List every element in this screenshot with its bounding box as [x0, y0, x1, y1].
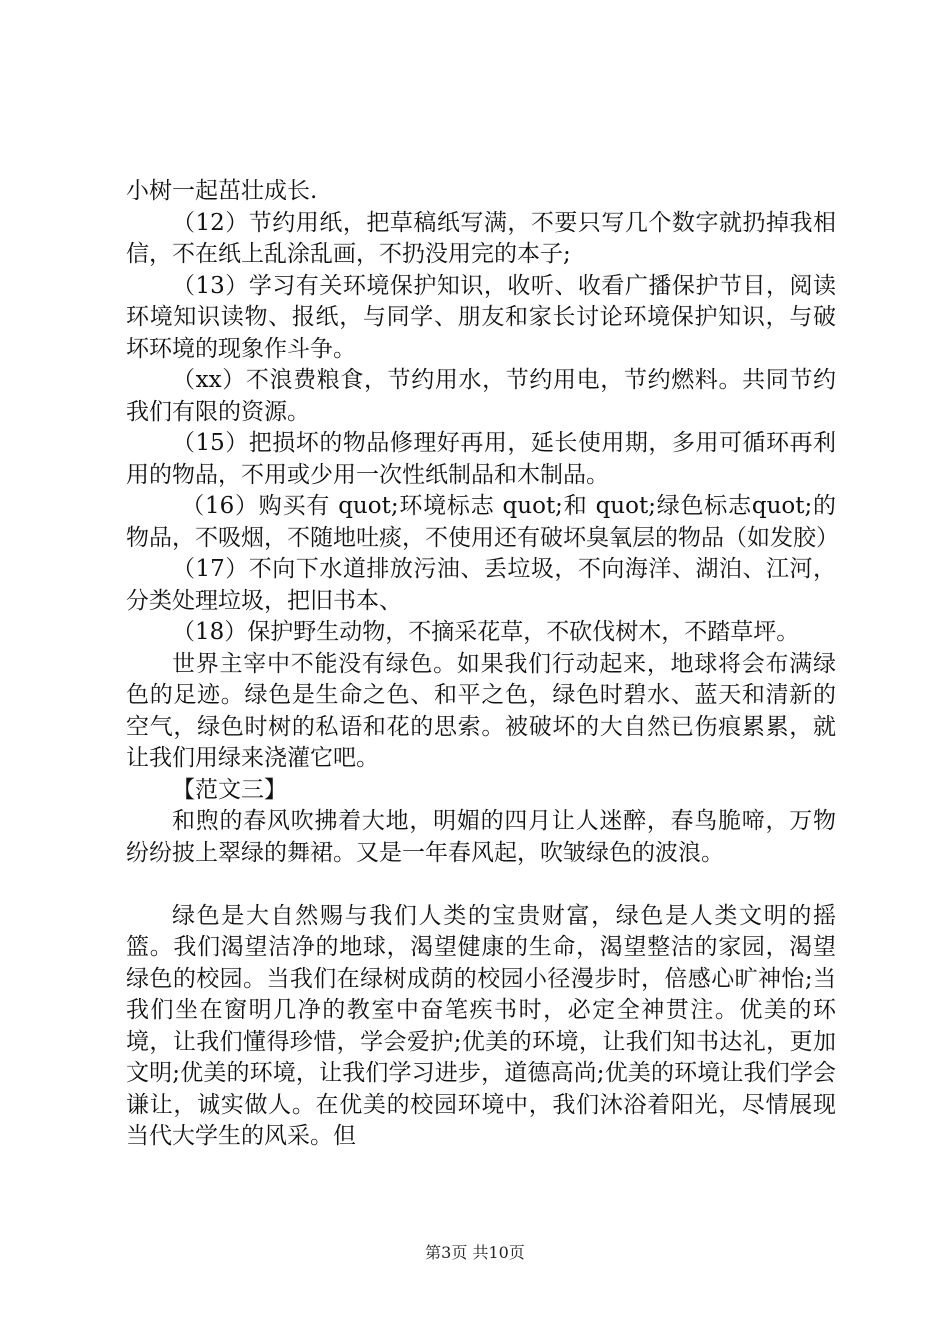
section-heading: 【范文三】 — [172, 776, 287, 803]
page-footer: 第3页 共10页 — [425, 1243, 525, 1262]
paragraph-item-16: （16）购买有 quot;环境标志 quot;和 quot;绿色标志quot;的物品，不吸烟，不随地吐痰，不使用还有破坏臭氧层的物品（如发胶） — [126, 493, 839, 551]
paragraph-gap — [126, 869, 836, 901]
paragraph-intro: 和煦的春风吹拂着大地，明媚的四月让人迷醉，春鸟脆啼，万物纷纷披上翠绿的舞裙。又是一年春风起，吹皱绿色的波浪。 — [126, 808, 836, 866]
paragraph-conclusion: 世界主宰中不能没有绿色。如果我们行动起来，地球将会布满绿色的足迹。绿色是生命之色、和平之色，绿色时碧水、蓝天和清新的空气，绿色时树的私语和花的思索。被破坏的大自然已伤痕累累，就让我们用绿来浇灌它吧。 — [126, 650, 836, 771]
paragraph-item-12: （12）节约用纸，把草稿纸写满，不要只写几个数字就扔掉我相信，不在纸上乱涂乱画，不扔没用完的本子; — [126, 209, 836, 267]
paragraph-item-13: （13）学习有关环境保护知识，收听、收看广播保护节目，阅读环境知识读物、报纸，与同学、朋友和家长讨论环境保护知识，与破坏环境的现象作斗争。 — [126, 272, 836, 362]
paragraph-item-17: （17）不向下水道排放污油、丢垃圾，不向海洋、湖泊、江河，分类处理垃圾，把旧书本、 — [126, 556, 836, 614]
paragraph-item-18: （18）保护野生动物，不摘采花草，不砍伐树木，不踏草坪。 — [172, 619, 800, 645]
paragraph-item-15: （15）把损坏的物品修理好再用，延长使用期，多用可循环再利用的物品，不用或少用一次性纸制品和木制品。 — [126, 430, 836, 488]
paragraph-body: 绿色是大自然赐与我们人类的宝贵财富，绿色是人类文明的摇篮。我们渴望洁净的地球，渴望健康的生命，渴望整洁的家园，渴望绿色的校园。当我们在绿树成荫的校园小径漫步时，倍感心旷神怡;当我们坐在窗明几净的教室中奋笔疾书时，必定全神贯注。优美的环境，让我们懂得珍惜，学会爱护;优美的环境，让我们知书达礼，更加文明;优美的环境，让我们学习进步，道德高尚;优美的环境让我们学会谦让，诚实做人。在优美的校园环境中，我们沐浴着阳光，尽情展现当代大学生的风采。但 — [126, 902, 836, 1149]
paragraph-item-14: （xx）不浪费粮食，节约用水，节约用电，节约燃料。共同节约我们有限的资源。 — [126, 367, 836, 425]
document-body — [126, 176, 839, 1153]
paragraph-continuation: 小树一起茁壮成长. — [126, 178, 318, 204]
